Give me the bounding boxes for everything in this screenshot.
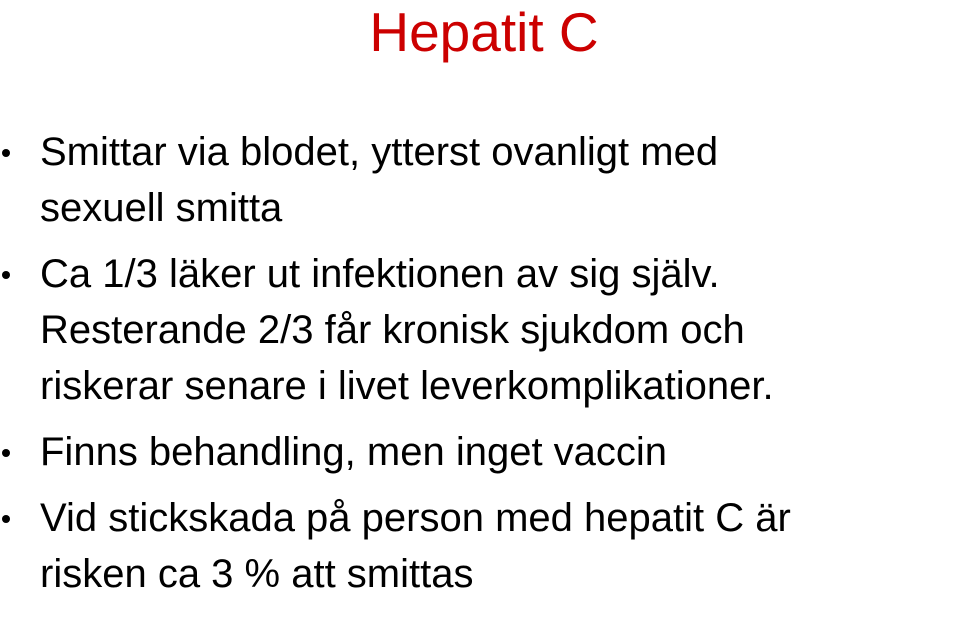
- bullet-line: Smittar via blodet, ytterst ovanligt med: [40, 130, 719, 174]
- bullet-item-transmission: [0, 124, 960, 236]
- bullet-line: Resterande 2/3 får kronisk sjukdom och: [40, 308, 745, 352]
- bullet-dot-icon: [2, 515, 10, 523]
- bullet-line: risken ca 3 % att smittas: [40, 552, 474, 596]
- bullet-item-treatment: [0, 424, 960, 480]
- bullet-line: Ca 1/3 läker ut infektionen av sig själv.: [40, 252, 720, 296]
- bullet-dot-icon: [2, 449, 10, 457]
- bullet-line: riskerar senare i livet leverkomplikationer.: [40, 364, 774, 408]
- bullet-line: Vid stickskada på person med hepatit C är: [40, 496, 791, 540]
- bullet-line: sexuell smitta: [40, 186, 283, 230]
- bullet-item-needlestick-risk: [0, 490, 960, 602]
- bullet-dot-icon: [2, 149, 10, 157]
- bullet-item-outcome: [0, 246, 960, 414]
- bullet-line: Finns behandling, men inget vaccin: [40, 430, 668, 474]
- bullet-list: [0, 124, 960, 612]
- slide-title: Hepatit C: [369, 1, 599, 63]
- bullet-dot-icon: [2, 271, 10, 279]
